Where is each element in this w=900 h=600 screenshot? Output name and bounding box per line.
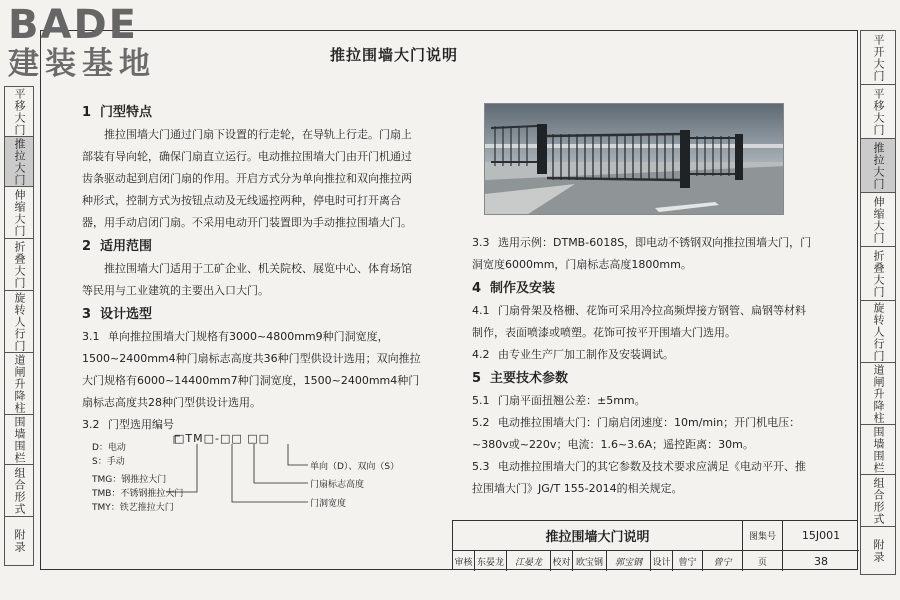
side-tab-label: 道闸升降柱 xyxy=(13,353,26,414)
checker-name: 欧宝钢 xyxy=(573,551,607,571)
side-tab-7[interactable] xyxy=(861,425,895,475)
side-tab-1[interactable] xyxy=(5,137,33,187)
page-number: 38 xyxy=(814,554,828,568)
side-tab-label: 旋转人行门 xyxy=(872,301,885,362)
section4-2: 4.2 由专业生产厂加工制作及安装调试。 xyxy=(472,348,674,361)
side-tab-5[interactable] xyxy=(5,353,33,415)
code-tmy: TMY：铁艺推拉大门 xyxy=(92,503,174,513)
side-tab-label: 旋转人行门 xyxy=(13,291,26,352)
code-tmg: TMG：钢推拉大门 xyxy=(92,475,167,485)
side-tab-3[interactable] xyxy=(861,193,895,247)
code-drive-d: D：电动 xyxy=(92,443,126,453)
reviewer-name: 东晏龙 xyxy=(475,551,507,571)
side-tab-label: 推拉大门 xyxy=(872,141,885,190)
side-tab-2[interactable] xyxy=(861,139,895,193)
code-direction: 单向（D）、双向（S） xyxy=(310,462,400,472)
right-column xyxy=(472,232,812,500)
section1-heading: 1 门型特点 xyxy=(82,105,153,120)
side-tab-label: 平开大门 xyxy=(872,33,885,82)
title-block-title: 推拉围墙大门说明 xyxy=(453,521,743,550)
side-tab-label: 推拉大门 xyxy=(13,137,26,186)
side-tab-label: 平移大门 xyxy=(13,87,26,136)
reviewer-signature: 江晏龙 xyxy=(507,551,551,571)
side-tab-label: 伸缩大门 xyxy=(872,195,885,244)
section5-2: 5.2 电动推拉围墙大门：门扇启闭速度：10m/min；开门机电压：~380v或~220v；电流：1.6~3.6A；遥控距离：30m。 xyxy=(472,416,801,451)
review-label: 审核 xyxy=(453,551,475,571)
section4-1: 4.1 门扇骨架及格栅、花饰可采用冷拉高频焊接方钢管、扁钢等材料制作，表面喷漆或喷塑。花饰可按平开围墙大门选用。 xyxy=(472,304,806,339)
section3-3: 3.3 选用示例：DTMB-6018S，即电动不锈钢双向推拉围墙大门，门洞宽度6000mm，门扇标志高度1800mm。 xyxy=(472,236,812,271)
side-tab-4[interactable] xyxy=(861,247,895,301)
check-label: 校对 xyxy=(551,551,573,571)
side-tab-label: 伸缩大门 xyxy=(13,188,26,237)
side-tab-1[interactable] xyxy=(861,85,895,139)
side-tab-label: 组合形式 xyxy=(872,476,885,525)
side-tab-8[interactable] xyxy=(5,517,33,565)
side-tab-6[interactable] xyxy=(5,415,33,465)
side-tab-label: 折叠大门 xyxy=(13,240,26,289)
side-tab-0[interactable] xyxy=(5,87,33,137)
side-tab-label: 折叠大门 xyxy=(872,249,885,298)
code-height: 门扇标志高度 xyxy=(310,480,365,490)
code-tmb: TMB：不锈钢推拉大门 xyxy=(92,489,184,499)
side-tab-label: 附录 xyxy=(872,538,885,563)
section3-1: 3.1 单向推拉围墙大门规格有3000~4800mm9种门洞宽度，1500~2400mm4种门扇标志高度共36种门型供设计选用；双向推拉大门规格有6000~14400mm7种门洞宽度，1500~2400mm4种门扇标志高度共28种门型供设计选用。 xyxy=(82,330,421,409)
side-tab-label: 围墙围栏 xyxy=(13,415,26,464)
side-tab-0[interactable] xyxy=(861,31,895,85)
side-tab-7[interactable] xyxy=(5,465,33,517)
gate-photo xyxy=(484,103,784,215)
section2-heading: 2 适用范围 xyxy=(82,239,153,254)
side-tab-label: 组合形式 xyxy=(13,466,26,515)
section3-heading: 3 设计选型 xyxy=(82,307,153,322)
code-pattern: □TM□-□□ □□ xyxy=(174,432,271,445)
gate-illustration xyxy=(485,104,784,215)
section5-3: 5.3 电动推拉围墙大门的其它参数及技术要求应满足《电动平开、推拉围墙大门》JG/T 155-2014的相关规定。 xyxy=(472,460,806,495)
side-tab-label: 围墙围栏 xyxy=(872,425,885,474)
side-tab-3[interactable] xyxy=(5,239,33,291)
logo-en: BADE xyxy=(8,2,138,48)
logo-cn: 建装基地 xyxy=(8,46,156,82)
code-drive-s: S：手动 xyxy=(92,457,125,467)
side-tab-4[interactable] xyxy=(5,291,33,353)
section5-1: 5.1 门扇平面扭翘公差：±5mm。 xyxy=(472,394,646,407)
designer-signature: 曾宁 xyxy=(703,551,743,571)
section4-heading: 4 制作及安装 xyxy=(472,281,556,296)
left-column xyxy=(82,100,422,436)
title-block xyxy=(452,520,858,570)
side-tab-5[interactable] xyxy=(861,301,895,363)
title-block-row1 xyxy=(453,521,859,551)
code-width: 门洞宽度 xyxy=(310,499,347,509)
title-block-row2 xyxy=(453,551,859,571)
atlas-number: 15J001 xyxy=(801,529,841,542)
section3-2: 3.2 门型选用编号 xyxy=(82,418,174,431)
checker-signature: 郭宝钢 xyxy=(607,551,651,571)
atlas-label: 图集号 xyxy=(743,521,783,550)
design-label: 设计 xyxy=(651,551,673,571)
designer-name: 曾宁 xyxy=(673,551,703,571)
side-tab-6[interactable] xyxy=(861,363,895,425)
side-tab-label: 平移大门 xyxy=(872,87,885,136)
section5-heading: 5 主要技术参数 xyxy=(472,371,569,386)
side-tab-2[interactable] xyxy=(5,187,33,239)
section2-body: 推拉围墙大门适用于工矿企业、机关院校、展览中心、体育场馆等民用与工业建筑的主要出入口大门。 xyxy=(82,262,412,297)
side-tab-8[interactable] xyxy=(861,475,895,527)
logo xyxy=(8,4,183,84)
side-tab-label: 附录 xyxy=(13,529,26,553)
side-tab-9[interactable] xyxy=(861,527,895,574)
page-label: 页 xyxy=(743,551,783,571)
page-title: 推拉围墙大门说明 xyxy=(330,46,459,64)
side-tab-label: 道闸升降柱 xyxy=(872,363,885,424)
section1-body: 推拉围墙大门通过门扇下设置的行走轮，在导轨上行走。门扇上部装有导向轮，确保门扇直立运行。电动推拉围墙大门由开门机通过齿条驱动起到启闭门扇的作用。开启方式分为单向推拉和双向推拉两种形式，控制方式为按钮点动及无线遥控两种，停电时可打开离合器，用手动启闭门扇。不采用电动开门装置即为手动推拉围墙大门。 xyxy=(82,128,412,229)
model-code-diagram xyxy=(92,432,412,522)
right-tab-strip xyxy=(860,30,896,575)
left-tab-strip xyxy=(4,86,34,566)
